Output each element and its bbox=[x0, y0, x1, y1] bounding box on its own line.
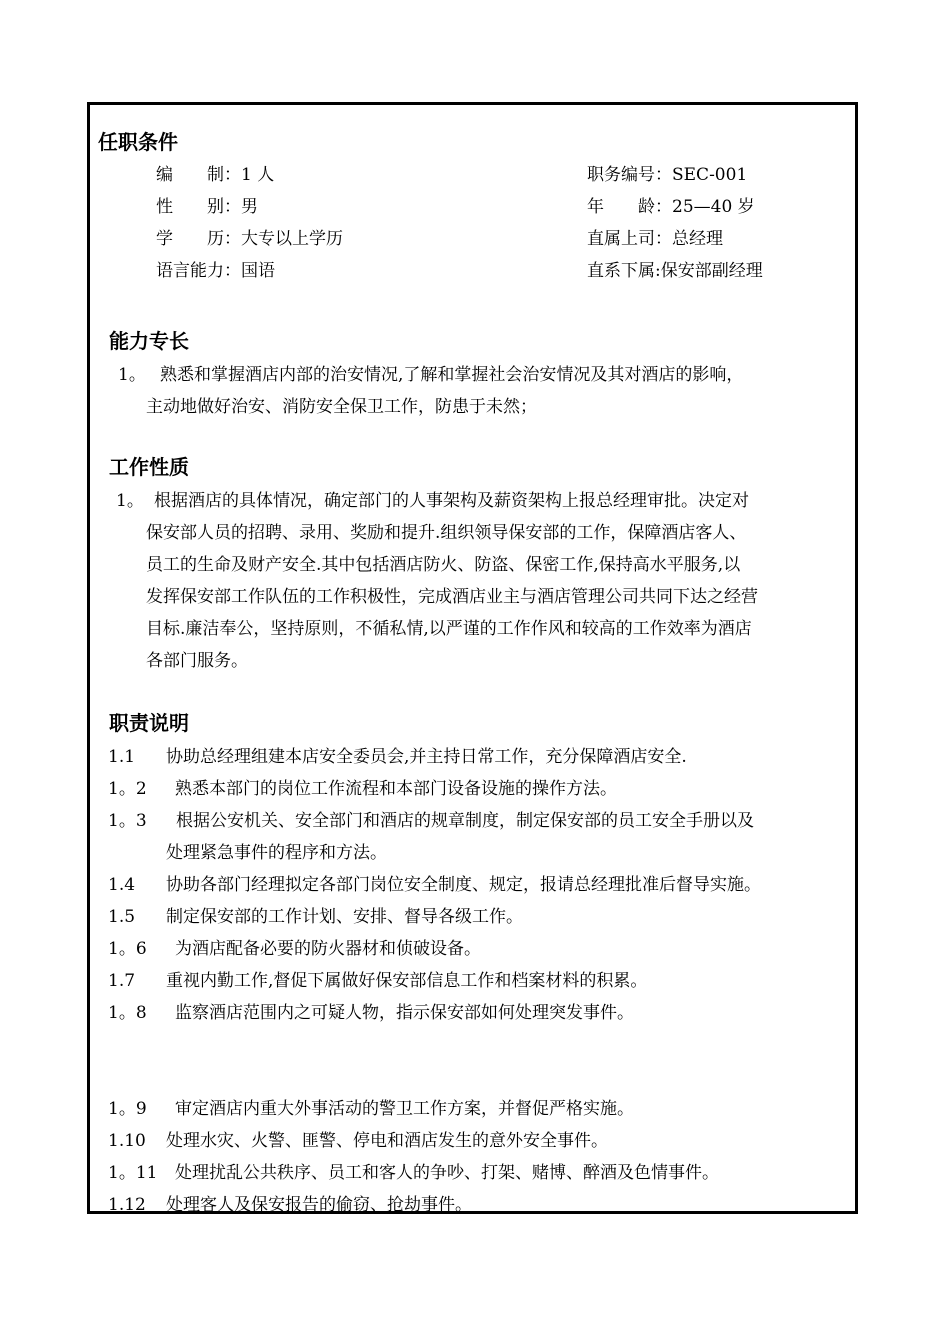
req-subordinate bbox=[587, 260, 763, 282]
req-value: 总经理 bbox=[672, 229, 723, 249]
duty-number: 1.1 bbox=[108, 747, 136, 767]
duty-number: 1.7 bbox=[108, 971, 136, 991]
section-title-duties: 职责说明 bbox=[109, 711, 189, 735]
duty-text-continued: 处理紧急事件的程序和方法。 bbox=[166, 843, 387, 863]
duty-number: 1.4 bbox=[108, 875, 136, 895]
req-value: 保安部副经理 bbox=[660, 261, 763, 281]
req-education bbox=[156, 228, 343, 250]
duty-number: 1.5 bbox=[108, 907, 136, 927]
duty-text: 熟悉本部门的岗位工作流程和本部门设备设施的操作方法。 bbox=[175, 779, 617, 799]
req-label: 职务编号： bbox=[587, 165, 672, 185]
req-label: 性 别： bbox=[156, 197, 241, 217]
duty-text: 制定保安部的工作计划、安排、督导各级工作。 bbox=[166, 907, 523, 927]
duty-text: 处理扰乱公共秩序、员工和客人的争吵、打架、赌博、醉酒及色情事件。 bbox=[175, 1163, 719, 1183]
duty-number: 1。2 bbox=[108, 779, 147, 799]
req-value: 大专以上学历 bbox=[241, 229, 343, 249]
duty-number: 1。11 bbox=[108, 1163, 158, 1183]
req-language bbox=[156, 260, 275, 282]
section-title-requirements: 任职条件 bbox=[98, 130, 178, 154]
duty-number: 1。8 bbox=[108, 1003, 147, 1023]
nature-line: 各部门服务。 bbox=[146, 651, 248, 671]
abilities-line: 熟悉和掌握酒店内部的治安情况,了解和掌握社会治安情况及其对酒店的影响， bbox=[160, 365, 744, 385]
req-staffing bbox=[156, 164, 274, 186]
duty-text: 为酒店配备必要的防火器材和侦破设备。 bbox=[175, 939, 481, 959]
req-label: 直系下属: bbox=[587, 261, 661, 281]
nature-line: 目标.廉洁奉公，坚持原则，不循私情,以严谨的工作作风和较高的工作效率为酒店 bbox=[146, 619, 752, 639]
nature-line: 保安部人员的招聘、录用、奖励和提升.组织领导保安部的工作，保障酒店客人、 bbox=[146, 523, 747, 543]
duty-number: 1。9 bbox=[108, 1099, 147, 1119]
section-title-abilities: 能力专长 bbox=[109, 329, 189, 353]
duty-number: 1.10 bbox=[108, 1131, 146, 1151]
duty-text: 协助总经理组建本店安全委员会,并主持日常工作，充分保障酒店安全. bbox=[166, 747, 687, 767]
nature-line: 员工的生命及财产安全.其中包括酒店防火、防盗、保密工作,保持高水平服务,以 bbox=[146, 555, 741, 575]
abilities-number: 1。 bbox=[118, 365, 146, 385]
req-label: 编 制： bbox=[156, 165, 241, 185]
duty-text: 协助各部门经理拟定各部门岗位安全制度、规定，报请总经理批准后督导实施。 bbox=[166, 875, 761, 895]
duty-number: 1。6 bbox=[108, 939, 147, 959]
duty-number: 1。3 bbox=[108, 811, 147, 831]
section-title-nature: 工作性质 bbox=[109, 455, 189, 479]
req-label: 语言能力： bbox=[156, 261, 241, 281]
duty-text: 监察酒店范围内之可疑人物，指示保安部如何处理突发事件。 bbox=[175, 1003, 634, 1023]
req-position-code bbox=[587, 164, 747, 186]
duty-text: 处理客人及保安报告的偷窃、抢劫事件。 bbox=[166, 1195, 472, 1215]
req-value: 男 bbox=[241, 197, 258, 217]
req-label: 直属上司： bbox=[587, 229, 672, 249]
duty-text: 处理水灾、火警、匪警、停电和酒店发生的意外安全事件。 bbox=[166, 1131, 608, 1151]
req-value: 国语 bbox=[241, 261, 275, 281]
req-age bbox=[587, 196, 755, 218]
duty-number: 1.12 bbox=[108, 1195, 146, 1215]
req-value: SEC-001 bbox=[672, 165, 748, 185]
duty-text: 审定酒店内重大外事活动的警卫工作方案，并督促严格实施。 bbox=[175, 1099, 634, 1119]
duty-text: 根据公安机关、安全部门和酒店的规章制度，制定保安部的员工安全手册以及 bbox=[176, 811, 754, 831]
nature-number: 1。 bbox=[116, 491, 144, 511]
req-label: 学 历： bbox=[156, 229, 241, 249]
req-value: 25—40 岁 bbox=[672, 197, 755, 217]
duty-text: 重视内勤工作,督促下属做好保安部信息工作和档案材料的积累。 bbox=[166, 971, 648, 991]
req-supervisor bbox=[587, 228, 723, 250]
abilities-line: 主动地做好治安、消防安全保卫工作，防患于未然； bbox=[146, 397, 537, 417]
req-value: 1 人 bbox=[241, 165, 275, 185]
req-label: 年 龄： bbox=[587, 197, 672, 217]
nature-line: 根据酒店的具体情况，确定部门的人事架构及薪资架构上报总经理审批。决定对 bbox=[154, 491, 749, 511]
req-gender bbox=[156, 196, 258, 218]
nature-line: 发挥保安部工作队伍的工作积极性，完成酒店业主与酒店管理公司共同下达之经营 bbox=[146, 587, 758, 607]
